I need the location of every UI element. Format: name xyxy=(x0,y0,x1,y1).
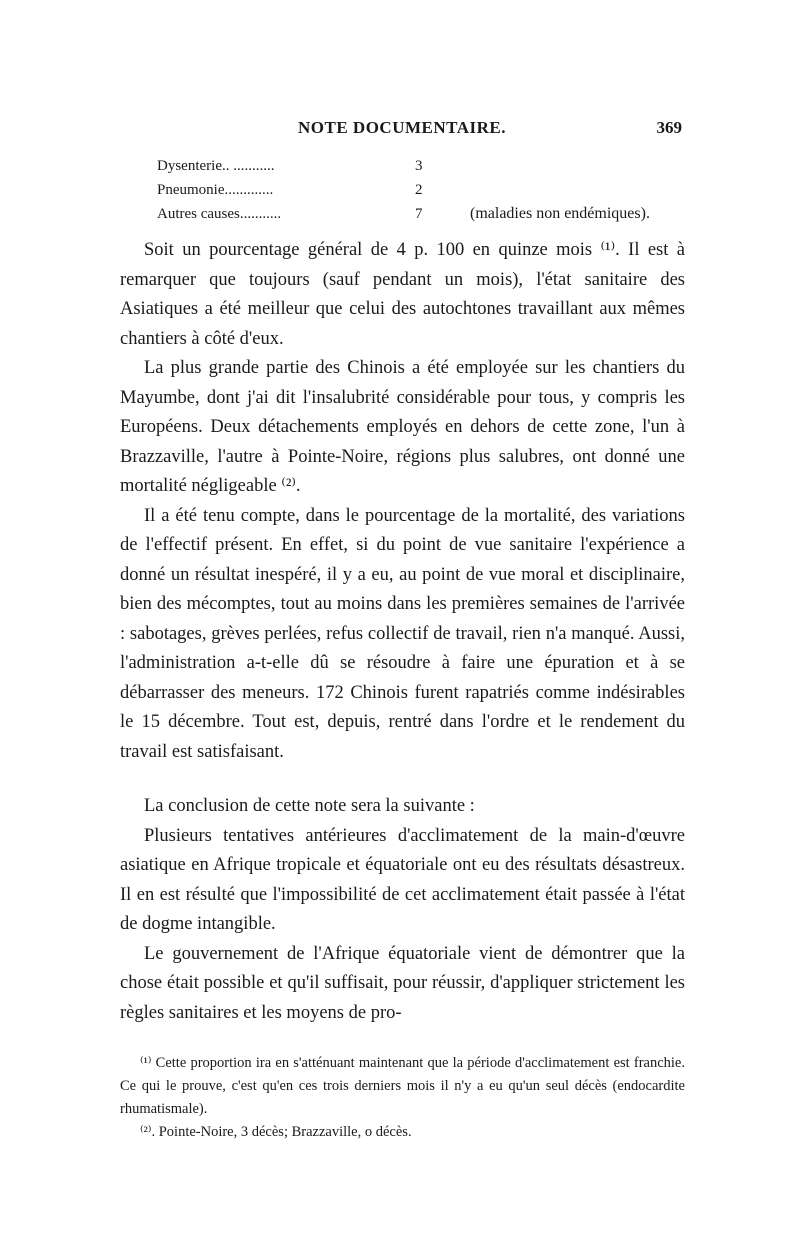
paragraph-effectif: Il a été tenu compte, dans le pourcentage de la mortalité, des variations de l'effectif présent. En effet, si du point de vue sanitaire l'expérience a donné un résultat inespéré, il y a eu, au point de vue moral et disciplinaire, bien des mécomptes, tout au moins dans les premières semaines de l'arrivée : sabotages, grèves perlées, refus collectif de travail, rien n'a manqué. Aussi, l'administration a-t-elle dû se résoudre à faire une épuration et à se débarrasser des meneurs. 172 Chinois furent rapatriés comme indésirables le 15 décembre. Tout est, depuis, rentré dans l'ordre et le rendement du travail est satisfaisant. xyxy=(120,505,685,762)
paragraph-pourcentage: Soit un pourcentage général de 4 p. 100 en quinze mois ⁽¹⁾. Il est à remarquer que toujours (sauf pendant un mois), l'état sanitaire des Asiatiques a été meilleur que celui des autochtones travaillant aux mêmes chantiers à côté d'eux. xyxy=(120,240,685,349)
running-header xyxy=(120,118,685,142)
stat-value: 3 xyxy=(415,158,423,174)
stat-label: Dysenterie.. ........... xyxy=(157,158,275,174)
mortality-causes-table xyxy=(157,154,697,226)
stat-label: Autres causes........... xyxy=(157,206,282,222)
running-title: NOTE DOCUMENTAIRE. xyxy=(298,118,506,137)
paragraph-gouvernement: Le gouvernement de l'Afrique équatoriale vient de démontrer que la chose était possible et qu'il suffisait, pour réussir, d'appliquer strictement les règles sanitaires et les moyens de pro- xyxy=(120,943,685,1023)
stat-value: 2 xyxy=(415,182,423,198)
footnote-2: ⁽²⁾. Pointe-Noire, 3 décès; Brazzaville, o décès. xyxy=(140,1124,412,1140)
footnote-1: ⁽¹⁾ Cette proportion ira en s'atténuant maintenant que la période d'acclimatement est franchie. Ce qui le prouve, c'est qu'en ces trois derniers mois il n'y a eu qu'un seul décès (endocardite rhumatismale). xyxy=(120,1055,685,1117)
paragraph-chinois-mayumbe: La plus grande partie des Chinois a été employée sur les chantiers du Mayumbe, dont j'ai dit l'insalubrité considérable pour tous, y compris les Européens. Deux détachements employés en dehors de cette zone, l'un à Brazzaville, l'autre à Pointe-Noire, régions plus salubres, ont donné une mortalité négligeable ⁽²⁾. xyxy=(120,358,685,496)
stat-note: (maladies non endémiques). xyxy=(470,205,650,222)
footnotes xyxy=(120,1052,685,1144)
paragraph-tentatives: Plusieurs tentatives antérieures d'acclimatement de la main-d'œuvre asiatique en Afrique tropicale et équatoriale ont eu des résultats désastreux. Il en est résulté que l'impossibilité de cet acclimatement était passée à l'état de dogme intangible. xyxy=(120,825,685,934)
stat-row-pneumonie xyxy=(157,178,697,202)
stat-value: 7 xyxy=(415,206,423,222)
stat-row-autres-causes xyxy=(157,202,697,226)
stat-row-dysenterie xyxy=(157,154,697,178)
paragraph-conclusion-intro: La conclusion de cette note sera la suivante : xyxy=(144,796,475,816)
page-number: 369 xyxy=(656,118,682,137)
stat-label: Pneumonie............. xyxy=(157,182,274,198)
body-text xyxy=(120,236,685,1028)
